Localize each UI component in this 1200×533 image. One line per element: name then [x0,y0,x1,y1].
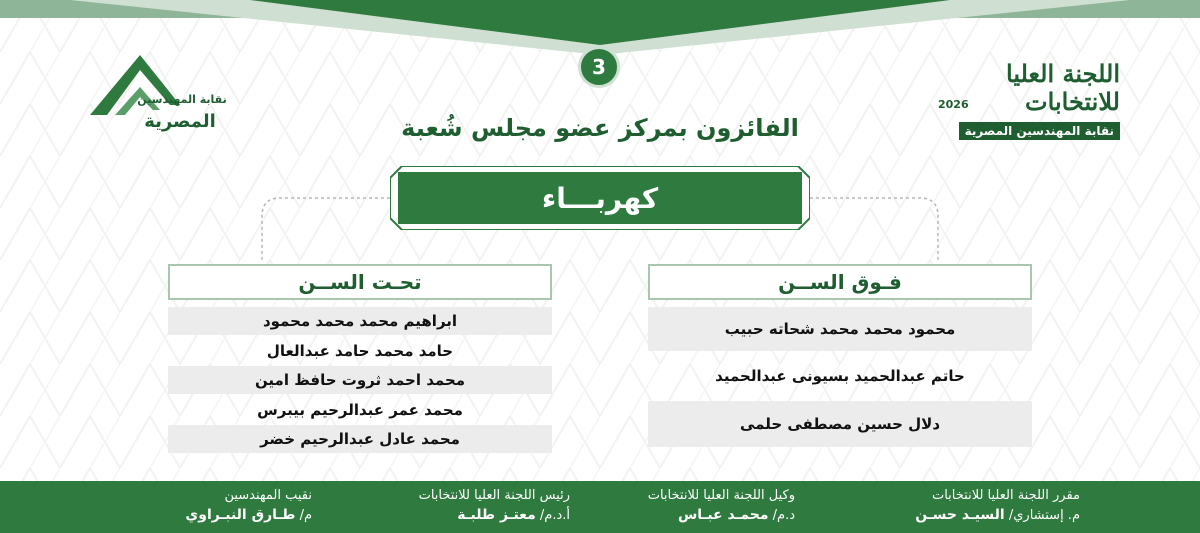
over-age-name-3: دلال حسين مصطفى حلمى [648,401,1032,447]
signature-name: معتـز طلبـة [457,507,536,523]
signature-name: السيـد حسـن [915,507,1005,523]
department-name: كهربـــاء [398,172,802,224]
syndicate-logo-line1: نقابة المهندسين [137,93,227,106]
syndicate-logo-line2: المصرية [144,111,216,132]
page-title: الفائزون بمركز عضو مجلس شُعبة [401,114,799,142]
under-age-name-5: محمد عادل عبدالرحيم خضر [168,425,552,453]
elections-committee-logo [930,59,1120,138]
signature-role: نقيب المهندسين [224,488,312,503]
signature-role: وكيل اللجنة العليا للانتخابات [647,488,795,503]
over-age-header: فـوق الســن [648,264,1032,300]
under-age-name-1: ابراهيم محمد محمد محمود [168,307,552,335]
signature-role: رئيس اللجنة العليا للانتخابات [418,488,570,503]
signature-name: محمـد عبـاس [677,507,769,523]
signature-deputy [595,487,795,526]
department-box [390,166,810,230]
under-age-name-3: محمد احمد ثروت حافظ امين [168,366,552,394]
under-age-name-2: حامد محمد حامد عبدالعال [266,342,454,360]
signature-role: مقرر اللجنة العليا للانتخابات [931,488,1080,503]
committee-logo-title: اللجنة العليا للانتخابات [1006,59,1120,116]
over-age-name-2: حاتم عبدالحميد بسيونى عبدالحميد [715,367,965,385]
signature-name: طـارق النبـراوي [185,507,296,523]
signature-prefix: أ.د.م/ [539,508,570,523]
step-badge: 3 [578,46,620,88]
under-age-name-4: محمد عمر عبدالرحيم بيبرس [257,401,463,419]
syndicate-logo [85,45,225,140]
signature-chairman [370,487,570,526]
signature-prefix: د.م/ [772,508,795,523]
signature-prefix: م/ [299,508,312,523]
committee-logo-subtitle: نقابة المهندسين المصرية [959,122,1120,140]
signature-rapporteur [880,487,1080,526]
committee-logo-year: 2026 [938,98,969,111]
signature-head [112,487,312,526]
under-age-header: تحـت الســن [168,264,552,300]
over-age-name-1: محمود محمد محمد شحاته حبيب [648,307,1032,351]
signature-prefix: م. إستشاري/ [1008,508,1080,523]
